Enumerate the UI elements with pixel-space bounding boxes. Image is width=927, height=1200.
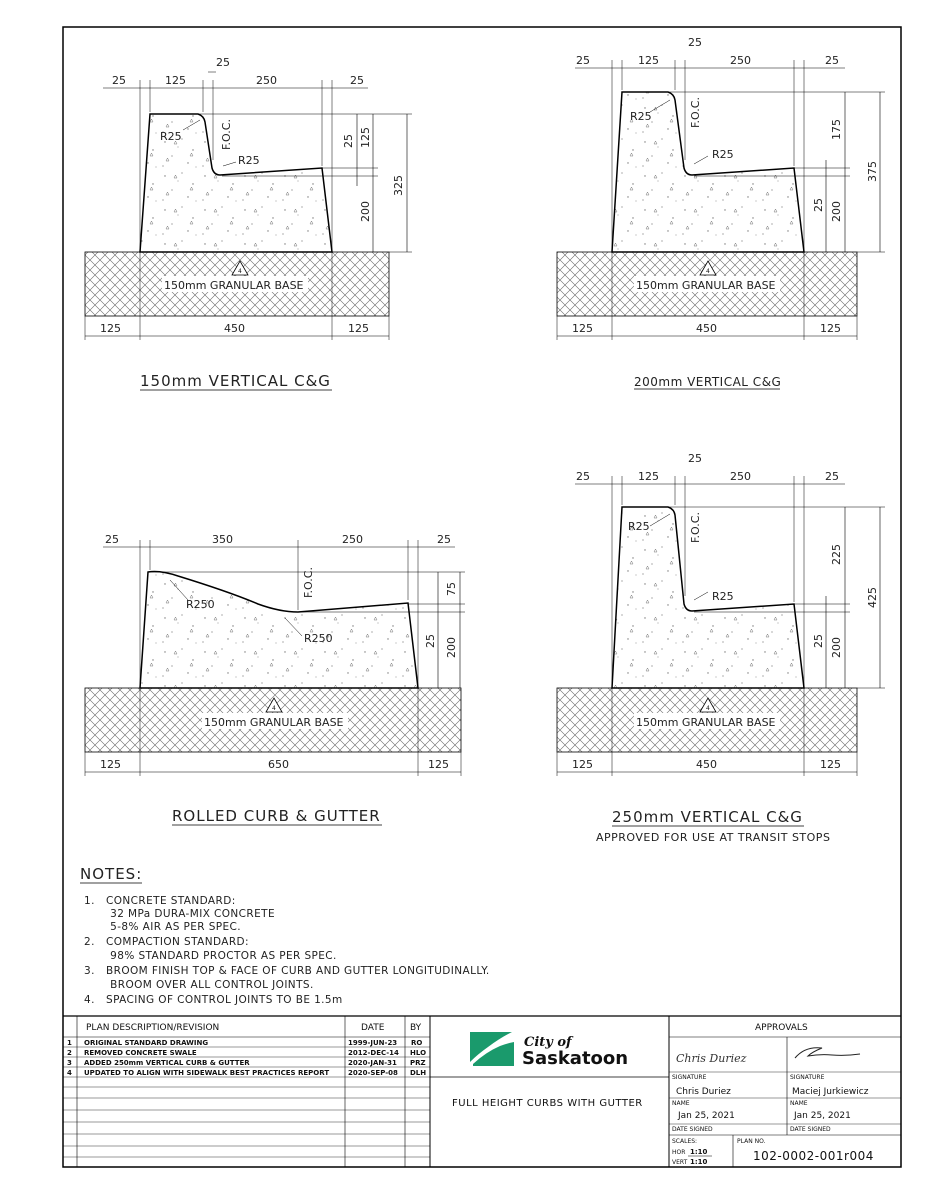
signature-chris: Chris Duriez — [676, 1052, 747, 1065]
signer1-name: Chris Duriez — [676, 1087, 731, 1097]
base-label: 150mm GRANULAR BASE — [204, 716, 344, 729]
date-label-1: DATE SIGNED — [672, 1126, 713, 1133]
revision-num: 1 — [67, 1039, 72, 1047]
dim-top-2: 125 — [165, 74, 186, 87]
dim-bottom-3: 125 — [820, 322, 841, 335]
curb-profile — [140, 572, 418, 689]
revision-header-desc: PLAN DESCRIPTION/REVISION — [86, 1023, 220, 1033]
revision-num: 2 — [67, 1049, 72, 1057]
revision-date: 2020-JAN-31 — [348, 1059, 397, 1067]
dim-top-5: 25 — [350, 74, 364, 87]
plan-label: PLAN NO. — [737, 1138, 766, 1145]
foc-label: F.O.C. — [689, 512, 702, 543]
section-250mm-vertical — [557, 452, 885, 844]
dim-top-4: 25 — [437, 533, 451, 546]
dim-right-25: 25 — [812, 634, 825, 648]
radius-label-1: R250 — [186, 598, 215, 611]
revision-header-date: DATE — [361, 1023, 385, 1033]
section-150mm-vertical — [85, 56, 412, 390]
dim-right-200: 200 — [830, 637, 843, 658]
dim-bottom-1: 125 — [100, 758, 121, 771]
table-row — [67, 1059, 426, 1067]
base-symbol: 4 — [706, 705, 710, 712]
section-title: 250mm VERTICAL C&G — [612, 808, 803, 826]
dim-bottom-1: 125 — [572, 322, 593, 335]
title-block — [63, 1016, 901, 1167]
logo-line1: City of — [524, 1035, 572, 1050]
dim-top-5: 25 — [825, 54, 839, 67]
dim-right-175: 175 — [830, 119, 843, 140]
section-subtitle: APPROVED FOR USE AT TRANSIT STOPS — [596, 831, 831, 844]
dim-right-325: 325 — [392, 175, 405, 196]
scale-hor-label: HOR — [672, 1149, 686, 1156]
dim-right-225: 225 — [830, 544, 843, 565]
curb-profile — [612, 507, 804, 688]
section-title: ROLLED CURB & GUTTER — [172, 807, 381, 825]
signature-label-2: SIGNATURE — [790, 1074, 825, 1081]
radius-label-2: R25 — [712, 148, 734, 161]
revision-date: 1999-JUN-23 — [348, 1039, 398, 1047]
dim-right-200: 200 — [830, 201, 843, 222]
dim-right-200: 200 — [445, 637, 458, 658]
section-title: 150mm VERTICAL C&G — [140, 372, 331, 390]
section-title: 200mm VERTICAL C&G — [634, 375, 782, 389]
revision-desc: REMOVED CONCRETE SWALE — [84, 1049, 197, 1057]
dim-right-25: 25 — [424, 634, 437, 648]
dim-top-3: 25 — [688, 452, 702, 465]
table-row — [67, 1069, 426, 1077]
notes-heading: NOTES: — [80, 865, 143, 883]
foc-label: F.O.C. — [689, 97, 702, 128]
note-line: 4. SPACING OF CONTROL JOINTS TO BE 1.5m — [84, 994, 343, 1006]
note-line: 1. CONCRETE STANDARD: — [84, 895, 236, 907]
dim-top-2: 125 — [638, 54, 659, 67]
drawing-title: FULL HEIGHT CURBS WITH GUTTER — [452, 1098, 643, 1109]
signer2-name: Maciej Jurkiewicz — [792, 1087, 869, 1097]
revision-desc: ORIGINAL STANDARD DRAWING — [84, 1039, 209, 1047]
revision-by: DLH — [410, 1069, 427, 1077]
revision-by: PRZ — [410, 1059, 426, 1067]
dim-right-25: 25 — [812, 198, 825, 212]
note-line: 32 MPa DURA-MIX CONCRETE — [84, 908, 275, 920]
base-label: 150mm GRANULAR BASE — [636, 716, 776, 729]
base-symbol: 4 — [706, 268, 710, 275]
table-row — [67, 1049, 426, 1057]
note-line: BROOM OVER ALL CONTROL JOINTS. — [84, 979, 314, 991]
plan-number: 102-0002-001r004 — [753, 1149, 874, 1163]
city-logo — [470, 1032, 628, 1069]
revision-desc: UPDATED TO ALIGN WITH SIDEWALK BEST PRACTICES REPORT — [84, 1069, 330, 1077]
scale-vert: 1:10 — [690, 1158, 708, 1166]
dim-top-5: 25 — [825, 470, 839, 483]
base-symbol: 4 — [238, 268, 242, 275]
revision-by: RO — [411, 1039, 423, 1047]
signer1-date: Jan 25, 2021 — [678, 1111, 735, 1121]
signature-maciej — [795, 1048, 860, 1058]
note-line: 5-8% AIR AS PER SPEC. — [84, 921, 242, 933]
dim-bottom-2: 450 — [224, 322, 245, 335]
radius-label-1: R25 — [160, 130, 182, 143]
radius-label-1: R25 — [630, 110, 652, 123]
dim-right-125: 125 — [359, 127, 372, 148]
section-rolled-curb — [85, 533, 465, 825]
scale-hor: 1:10 — [690, 1148, 708, 1156]
section-200mm-vertical — [557, 36, 885, 389]
radius-label-2: R250 — [304, 632, 333, 645]
dim-top-3: 25 — [688, 36, 702, 49]
date-label-2: DATE SIGNED — [790, 1126, 831, 1133]
scales-label: SCALES: — [672, 1138, 698, 1145]
foc-label: F.O.C. — [220, 119, 233, 150]
radius-label-2: R25 — [238, 154, 260, 167]
revision-date: 2020-SEP-08 — [348, 1069, 398, 1077]
dim-bottom-2: 450 — [696, 758, 717, 771]
base-symbol: 4 — [272, 705, 276, 712]
notes — [80, 865, 490, 1006]
dim-top-1: 25 — [112, 74, 126, 87]
table-row — [67, 1039, 422, 1047]
dim-bottom-3: 125 — [348, 322, 369, 335]
dim-bottom-2: 450 — [696, 322, 717, 335]
dim-top-2: 350 — [212, 533, 233, 546]
dim-right-200: 200 — [359, 201, 372, 222]
note-line: 98% STANDARD PROCTOR AS PER SPEC. — [84, 950, 337, 962]
dim-top-4: 250 — [730, 54, 751, 67]
dim-bottom-3: 125 — [820, 758, 841, 771]
note-line: 2. COMPACTION STANDARD: — [84, 936, 249, 948]
dim-top-4: 250 — [256, 74, 277, 87]
revision-header-by: BY — [410, 1023, 422, 1033]
dim-top-3: 250 — [342, 533, 363, 546]
name-label-2: NAME — [790, 1100, 808, 1107]
base-label: 150mm GRANULAR BASE — [164, 279, 304, 292]
radius-label-1: R25 — [628, 520, 650, 533]
dim-right-75: 75 — [445, 582, 458, 596]
dim-right-425: 425 — [866, 587, 879, 608]
dim-bottom-2: 650 — [268, 758, 289, 771]
signature-label-1: SIGNATURE — [672, 1074, 707, 1081]
note-line: 3. BROOM FINISH TOP & FACE OF CURB AND GUTTER LONGITUDINALLY. — [84, 965, 490, 977]
revision-date: 2012-DEC-14 — [348, 1049, 399, 1057]
base-label: 150mm GRANULAR BASE — [636, 279, 776, 292]
revision-by: HLO — [410, 1049, 427, 1057]
dim-top-4: 250 — [730, 470, 751, 483]
logo-line2: Saskatoon — [522, 1048, 629, 1069]
signer2-date: Jan 25, 2021 — [794, 1111, 851, 1121]
revision-num: 4 — [67, 1069, 72, 1077]
scale-vert-label: VERT — [672, 1159, 688, 1166]
dim-bottom-3: 125 — [428, 758, 449, 771]
dim-top-1: 25 — [576, 54, 590, 67]
dim-right-375: 375 — [866, 161, 879, 182]
dim-top-1: 25 — [576, 470, 590, 483]
revision-desc: ADDED 250mm VERTICAL CURB & GUTTER — [84, 1059, 250, 1067]
name-label-1: NAME — [672, 1100, 690, 1107]
dim-bottom-1: 125 — [100, 322, 121, 335]
revision-num: 3 — [67, 1059, 72, 1067]
dim-top-3: 25 — [216, 56, 230, 69]
radius-label-2: R25 — [712, 590, 734, 603]
foc-label: F.O.C. — [302, 567, 315, 598]
dim-top-1: 25 — [105, 533, 119, 546]
dim-right-25: 25 — [342, 134, 355, 148]
dim-top-2: 125 — [638, 470, 659, 483]
dim-bottom-1: 125 — [572, 758, 593, 771]
approvals-heading: APPROVALS — [755, 1023, 808, 1033]
